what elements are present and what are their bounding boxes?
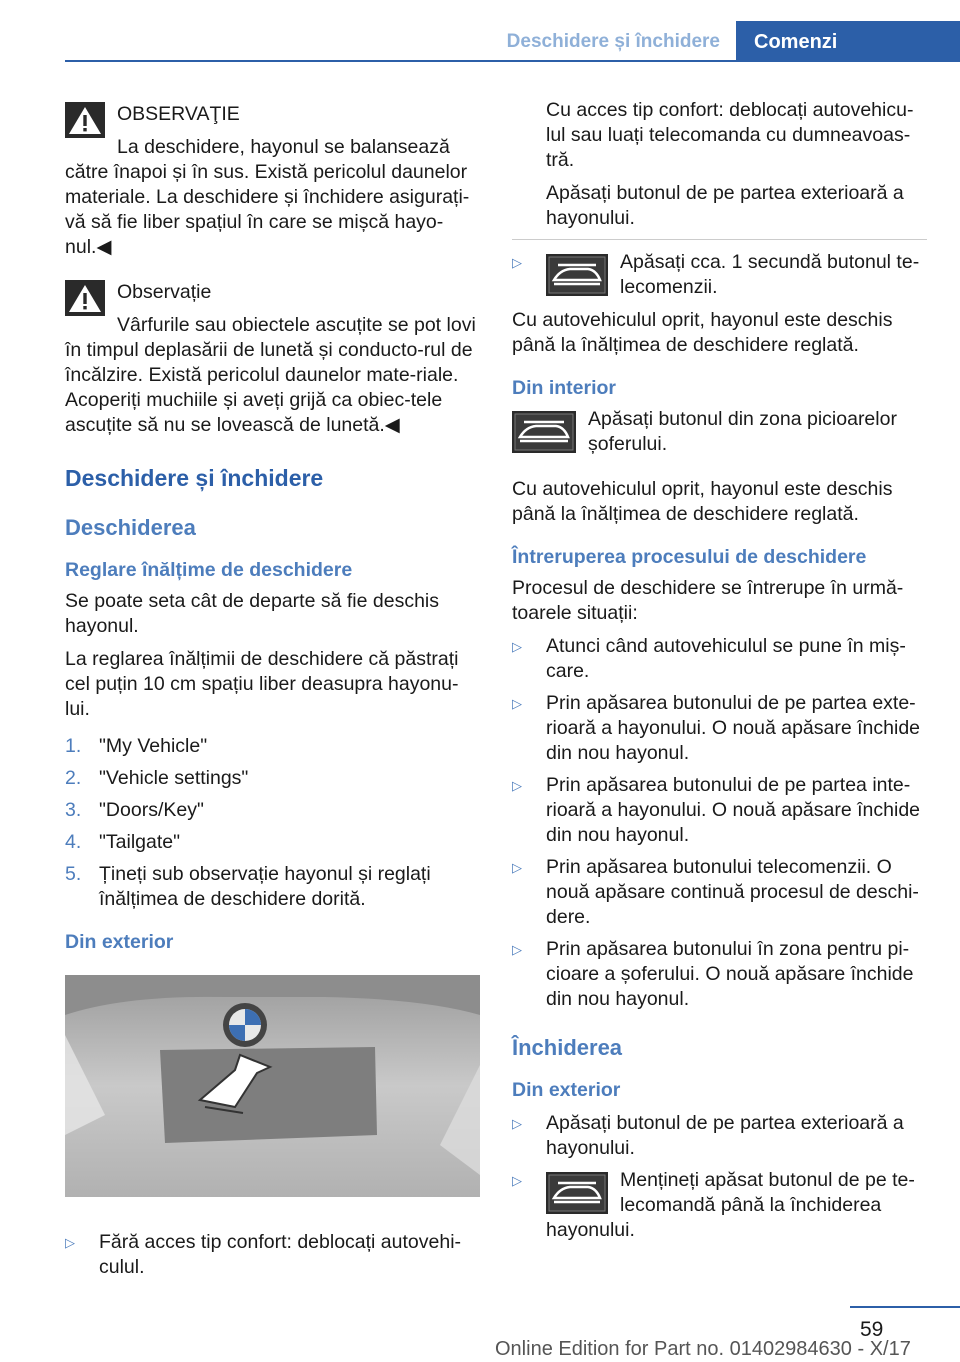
paragraph: La reglarea înălțimii de deschidere că păstrați cel puțin 10 cm spațiu liber deasupra hayonu-lui. xyxy=(65,648,459,720)
header-section-title: Deschidere și închidere xyxy=(506,31,720,52)
comfort-access-block xyxy=(512,98,927,231)
heading-interrupt: Întreruperea procesului de deschidere xyxy=(512,546,867,568)
divider xyxy=(512,239,927,240)
closing-list xyxy=(512,1111,927,1243)
list-item-text: Prin apăsarea butonului de pe partea exte-rioară a hayonului. O nouă apăsare închide din nou hayonul. xyxy=(546,692,921,764)
triangle-bullet-icon: ▷ xyxy=(512,778,522,793)
list-item-text: Fără acces tip confort: deblocați autovehi-culul. xyxy=(99,1231,462,1278)
paragraph: Apăsați butonul din zona picioarelor șoferului. xyxy=(588,408,897,455)
triangle-bullet-icon: ▷ xyxy=(512,639,522,654)
warning-title: Observație xyxy=(117,281,212,303)
warning-triangle-icon xyxy=(65,102,105,138)
warning-text: Vârfurile sau obiectele ascuțite se pot lovi în timpul deplasării de lunetă și conducto-rul de încălzire. Există pericolul daunelor mate-riale. Acoperiți muchiile și aveți grijă ca obiec-tele ascuțite să nu se lovească de lunetă.◀ xyxy=(65,314,476,436)
subsection-heading-closing: Închiderea xyxy=(512,1035,623,1060)
warning-block-sharp xyxy=(65,276,477,438)
triangle-bullet-icon: ▷ xyxy=(512,255,522,270)
step-text: Țineți sub observație hayonul și reglați înălțimea de deschidere dorită. xyxy=(99,863,431,910)
list-item-text: Mențineți apăsat butonul de pe te-lecomandă până la închiderea hayonului. xyxy=(546,1169,915,1241)
list-item xyxy=(512,773,927,848)
step-number: 3. xyxy=(65,799,82,821)
list-item-text: Prin apăsarea butonului în zona pentru pi-cioare a șoferului. O nouă apăsare închide din nou hayonul. xyxy=(546,938,914,1010)
list-item xyxy=(65,798,477,823)
list-item xyxy=(512,250,927,300)
list-item xyxy=(512,855,927,930)
list-item xyxy=(65,734,477,759)
header-rule xyxy=(65,60,960,62)
list-item xyxy=(65,1230,477,1280)
step-text: "Vehicle settings" xyxy=(99,767,249,789)
paragraph: Cu autovehiculul oprit, hayonul este deschis până la înălțimea de deschidere reglată. xyxy=(512,309,893,356)
header-tab-comenzi[interactable] xyxy=(736,21,960,61)
list-item xyxy=(512,1168,927,1243)
heading-height-setting: Reglare înălțime de deschidere xyxy=(65,559,353,581)
step-text: "My Vehicle" xyxy=(99,735,208,757)
step-number: 5. xyxy=(65,863,82,885)
page-number: 59 xyxy=(860,1318,884,1341)
right-column xyxy=(512,98,927,1251)
heading-from-inside: Din interior xyxy=(512,377,617,399)
warning-block-material xyxy=(65,98,477,260)
warning-triangle-icon xyxy=(65,280,105,316)
list-item-text: Apăsați butonul de pe partea exterioară a hayonului. xyxy=(546,1112,904,1159)
step-number: 1. xyxy=(65,735,82,757)
footer-rule xyxy=(850,1306,960,1308)
subsection-heading-opening: Deschiderea xyxy=(65,515,196,540)
warning-text: La deschidere, hayonul se balansează către înapoi și în sus. Există pericolul daunelor materiale. La deschidere și închidere asigurați-vă să fie liber spațiul în care se mișcă hayo-nul.◀ xyxy=(65,136,470,258)
warning-title: OBSERVAŢIE xyxy=(117,103,240,125)
footer-edition: Online Edition for Part no. 01402984630 - X/17 xyxy=(495,1338,911,1360)
section-heading: Deschidere și închidere xyxy=(65,465,324,491)
exterior-list xyxy=(65,1230,477,1280)
paragraph: Cu autovehiculul oprit, hayonul este deschis până la înălțimea de deschidere reglată. xyxy=(512,478,893,525)
paragraph: Procesul de deschidere se întrerupe în urmă-toarele situații: xyxy=(512,577,904,624)
triangle-bullet-icon: ▷ xyxy=(65,1235,75,1250)
header-tab-label: Comenzi xyxy=(754,31,838,53)
paragraph: Apăsați butonul de pe partea exterioară a hayonului. xyxy=(546,182,904,229)
step-text: "Doors/Key" xyxy=(99,799,204,821)
tailgate-button-icon xyxy=(546,1172,608,1214)
list-item xyxy=(512,1111,927,1161)
steps-list xyxy=(65,734,477,912)
list-item xyxy=(512,937,927,1012)
list-item xyxy=(512,691,927,766)
heading-from-outside: Din exterior xyxy=(65,931,174,953)
paragraph: Cu acces tip confort: deblocați autovehicu-lul sau luați telecomanda cu dumneavoas-tră. xyxy=(546,99,914,171)
triangle-bullet-icon: ▷ xyxy=(512,942,522,957)
tailgate-photo xyxy=(65,975,480,1197)
triangle-bullet-icon: ▷ xyxy=(512,1173,522,1188)
step-number: 2. xyxy=(65,767,82,789)
step-text: "Tailgate" xyxy=(99,831,181,853)
remote-list xyxy=(512,250,927,300)
tailgate-button-icon xyxy=(546,254,608,296)
list-item-text: Apăsați cca. 1 secundă butonul te-lecomenzii. xyxy=(620,251,920,298)
interrupt-list xyxy=(512,634,927,1012)
triangle-bullet-icon: ▷ xyxy=(512,1116,522,1131)
list-item-text: Atunci când autovehiculul se pune în miș-care. xyxy=(546,635,906,682)
paragraph: Se poate seta cât de departe să fie deschis hayonul. xyxy=(65,590,439,637)
step-number: 4. xyxy=(65,831,82,853)
list-item-text: Prin apăsarea butonului telecomenzii. O nouă apăsare continuă procesul de deschi-dere. xyxy=(546,856,919,928)
triangle-bullet-icon: ▷ xyxy=(512,696,522,711)
interior-button-block xyxy=(512,407,927,465)
tailgate-button-icon xyxy=(512,411,576,453)
list-item xyxy=(65,830,477,855)
list-item xyxy=(512,634,927,684)
list-item xyxy=(65,862,477,912)
heading-close-outside: Din exterior xyxy=(512,1079,621,1101)
triangle-bullet-icon: ▷ xyxy=(512,860,522,875)
left-column xyxy=(65,98,477,1288)
list-item-text: Prin apăsarea butonului de pe partea inte-rioară a hayonului. O nouă apăsare închide din nou hayonul. xyxy=(546,774,921,846)
list-item xyxy=(65,766,477,791)
